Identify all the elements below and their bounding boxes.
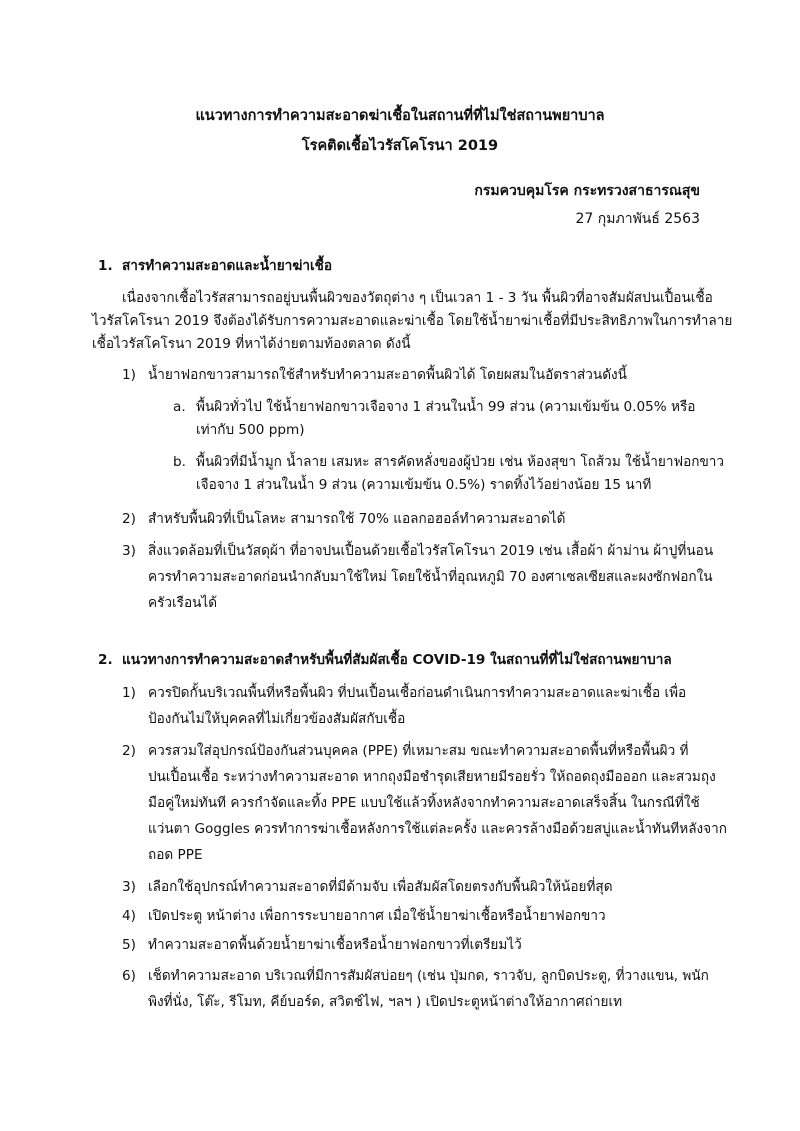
list-item-number: 1) [122,367,136,383]
list-item: สิ่งแวดล้อมที่เป็นวัสดุผ้า ที่อาจปนเปื้อนด้วยเชื้อไวรัสโคโรนา 2019 เช่น เสื้อผ้า ผ้าม่าน ผ้าปูที่นอน [148,543,714,559]
section1-heading: สารทำความสะอาดและน้ำยาฆ่าเชื้อ [122,258,333,274]
list-item: ควรทำความสะอาดก่อนนำกลับมาใช้ใหม่ โดยใช้น้ำที่อุณหภูมิ 70 องศาเซลเซียสและผงซักฟอกใน [148,569,713,585]
list-item-number: 2) [122,511,136,527]
section1-number: 1. [98,258,113,274]
list-item: ควรสวมใส่อุปกรณ์ป้องกันส่วนบุคคล (PPE) ที่เหมาะสม ขณะทำความสะอาดพื้นที่หรือพื้นผิว ที่ [148,743,689,759]
list-item: มือคู่ใหม่ทันที ควรกำจัดและทิ้ง PPE แบบใช้แล้วทิ้งหลังจากทำความสะอาดเสร็จสิ้น ในกรณีที่ใช้ [148,795,700,811]
list-item-number: 2) [122,743,136,759]
section2-heading: แนวทางการทำความสะอาดสำหรับพื้นที่สัมผัสเชื้อ COVID-19 ในสถานที่ที่ไม่ใช่สถานพยาบาล [122,652,672,668]
issuer: กรมควบคุมโรค กระทรวงสาธารณสุข [474,183,700,199]
document-title-line1: แนวทางการทำความสะอาดฆ่าเชื้อในสถานที่ที่ไม่ใช่สถานพยาบาล [195,108,605,124]
document-title-line2: โรคติดเชื้อไวรัสโคโรนา 2019 [301,138,499,154]
subitem: เท่ากับ 500 ppm) [196,422,305,438]
list-item: สำหรับพื้นผิวที่เป็นโลหะ สามารถใช้ 70% แอลกอฮอล์ทำความสะอาดได้ [148,511,566,527]
subitem-number: a. [173,399,186,415]
list-item-number: 3) [122,879,136,895]
list-item-number: 1) [122,685,136,701]
list-item-number: 6) [122,968,136,984]
list-item: พิงที่นั่ง, โต๊ะ, รีโมท, คีย์บอร์ด, สวิตช์ไฟ, ฯลฯ ) เปิดประตูหน้าต่างให้อากาศถ่ายเท [148,994,623,1010]
subitem: พื้นผิวที่มีน้ำมูก น้ำลาย เสมหะ สารคัดหลั่งของผู้ป่วย เช่น ห้องสุขา โถส้วม ใช้น้ำยาฟอกขาว [196,454,725,470]
list-item: ปนเปื้อนเชื้อ ระหว่างทำความสะอาด หากถุงมือชำรุดเสียหายมีรอยรั่ว ให้ถอดถุงมือออก และสวมถุง [148,769,716,785]
subitem-number: b. [173,454,186,470]
section1-intro-line: เชื้อไวรัสโคโรนา 2019 ที่หาได้ง่ายตามท้องตลาด ดังนี้ [92,336,411,352]
list-item: ป้องกันไม่ให้บุคคลที่ไม่เกี่ยวข้องสัมผัสกับเชื้อ [148,711,406,727]
section1-intro-line: ไวรัสโคโรนา 2019 จึงต้องได้รับการความสะอาดและฆ่าเชื้อ โดยใช้น้ำยาฆ่าเชื้อที่มีประสิทธิภาพในการทำลาย [92,313,733,329]
list-item: เลือกใช้อุปกรณ์ทำความสะอาดที่มีด้ามจับ เพื่อสัมผัสโดยตรงกับพื้นผิวให้น้อยที่สุด [148,879,613,895]
list-item-number: 5) [122,937,136,953]
list-item-number: 4) [122,908,136,924]
list-item: แว่นตา Goggles ควรทำการฆ่าเชื้อหลังการใช้แต่ละครั้ง และควรล้างมือด้วยสบู่และน้ำทันทีหลังจาก [148,821,727,837]
list-item: ถอด PPE [148,847,203,863]
list-item: ทำความสะอาดพื้นด้วยน้ำยาฆ่าเชื้อหรือน้ำยาฟอกขาวที่เตรียมไว้ [148,937,522,953]
list-item: ครัวเรือนได้ [148,595,218,611]
list-item-number: 3) [122,543,136,559]
list-item: เช็ดทำความสะอาด บริเวณที่มีการสัมผัสบ่อยๆ (เช่น ปุ่มกด, ราวจับ, ลูกบิดประตู, ที่วางแขน, พนัก [148,968,709,984]
section1-intro-line: เนื่องจากเชื้อไวรัสสามารถอยู่บนพื้นผิวของวัตถุต่าง ๆ เป็นเวลา 1 - 3 วัน พื้นผิวที่อาจสัมผัสปนเปื้อนเชื้อ [122,290,713,306]
subitem: เจือจาง 1 ส่วนในน้ำ 9 ส่วน (ความเข้มข้น 0.5%) ราดทิ้งไว้อย่างน้อย 15 นาที [196,477,652,493]
list-item: ควรปิดกั้นบริเวณพื้นที่หรือพื้นผิว ที่ปนเปื้อนเชื้อก่อนดำเนินการทำความสะอาดและฆ่าเชื้อ เพื่อ [148,685,687,701]
list-item: เปิดประตู หน้าต่าง เพื่อการระบายอากาศ เมื่อใช้น้ำยาฆ่าเชื้อหรือน้ำยาฟอกขาว [148,908,606,924]
list-item: น้ำยาฟอกขาวสามารถใช้สำหรับทำความสะอาดพื้นผิวได้ โดยผสมในอัตราส่วนดังนี้ [148,367,627,383]
document-date: 27 กุมภาพันธ์ 2563 [575,211,700,227]
section2-number: 2. [98,652,113,668]
subitem: พื้นผิวทั่วไป ใช้น้ำยาฟอกขาวเจือจาง 1 ส่วนในน้ำ 99 ส่วน (ความเข้มข้น 0.05% หรือ [196,399,696,415]
